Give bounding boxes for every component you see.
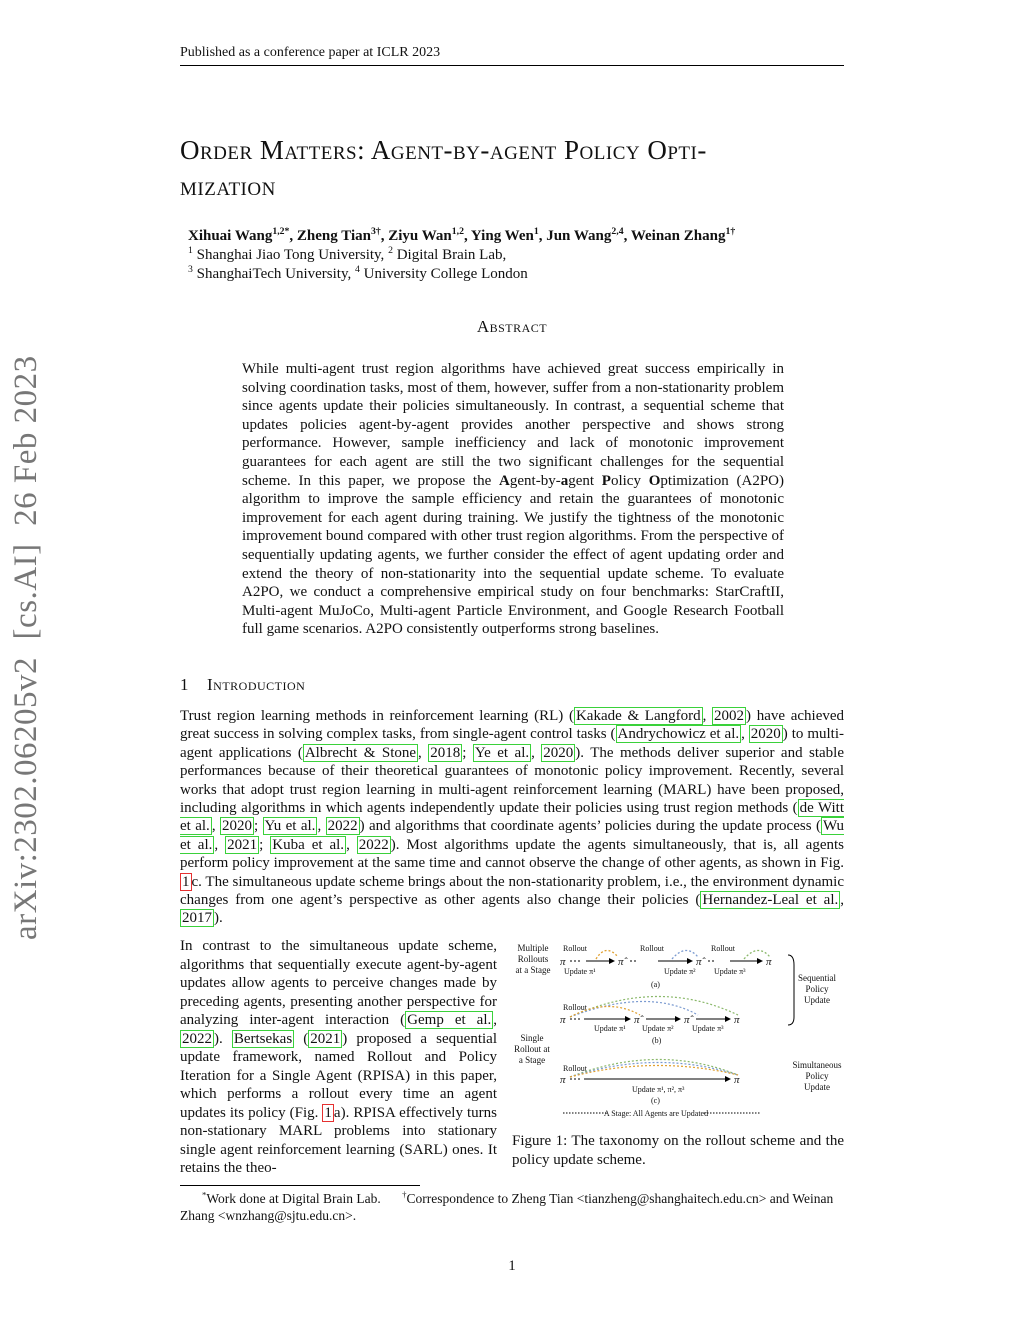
citation-link[interactable]: 2022 (358, 836, 389, 853)
citation-link[interactable]: Yu et al. (264, 818, 316, 835)
update-label: Update π¹ (594, 1024, 626, 1033)
footnote-text: Correspondence to Zheng Tian <tianzheng@shanghaitech.edu.cn> and Weinan Zhang <wnzhang@sjtu.edu.cn>. (180, 1191, 834, 1223)
citation-link[interactable]: 2002 (714, 708, 745, 724)
title-line-2: mization (180, 171, 276, 201)
paper-title (180, 132, 860, 204)
citation-link[interactable]: 2022 (327, 818, 358, 835)
affil-sup: 1 (188, 245, 193, 256)
intro-paragraph-1: Trust region learning methods in reinforcement learning (RL) ( Kakade & Langford , 2002 ) have achieved great success in solving complex tasks, from single-agent control tasks ( Andrychowicz et al. , 2020 ) to multi-agent applications ( Albrecht & Stone , 2018 ; Ye et al. , 2020 ). The methods deliver superior and stable performances because of their theoretical guarantees of monotonic policy improvement. Recently, several works that adopt trust region learning in multi-agent reinforcement learning (MARL) have been proposed, including algorithms in which agents independently update their policies using trust region methods ( de Witt et al. , 2020 ; Yu et al. , 2022 ) and algorithms that coordinate agents’ policies during the update process ( Wu et al. , 2021 ; Kuba et al. , 2022 ). Most algorithms update the agents simultaneously, that is, all agents perform policy improvement at the same time and cannot observe the change of other agents, as shown in Fig. 1 c. The simultaneous update scheme brings about the non-stationarity problem, i.e., the environment dynamic changes from one agent’s perspective as other agents also change their policies ( Hernandez-Leal et al. , 2017 ). (180, 708, 845, 927)
citation-link[interactable]: 2021 (310, 1030, 341, 1047)
title-line-1: Order Matters: Agent-by-agent Policy Opti- (180, 135, 707, 165)
pi-hat-symbol: π̂ (696, 956, 702, 968)
update-label: Update π² (642, 1024, 674, 1033)
update-label: Update π¹, π², π³ (632, 1085, 685, 1094)
citation-link[interactable]: 2020 (750, 726, 781, 743)
rollout-label: Rollout (563, 944, 588, 953)
body-text: ). (214, 910, 223, 927)
footnote-mark: † (402, 1189, 407, 1200)
panel-label-c: (c) (651, 1096, 660, 1105)
author-name: Ying Wen (470, 228, 534, 244)
citation-link[interactable]: 2021 (227, 836, 258, 853)
running-header: Published as a conference paper at ICLR 2023 (180, 45, 441, 60)
citation-link[interactable]: 2020 (543, 744, 574, 761)
citation-link[interactable]: Andrychowicz et al. (617, 726, 740, 743)
citation-link[interactable]: Bertsekas (233, 1030, 293, 1047)
affiliation: Digital Brain Lab, (396, 247, 507, 263)
abstract-bold: P (601, 472, 611, 489)
figure-1 (508, 937, 848, 1122)
section-number: 1 (180, 675, 189, 694)
panel-label-b: (b) (652, 1036, 662, 1045)
abstract-heading: Abstract (476, 317, 548, 336)
abstract-text: ptimization (A2PO) algorithm to improve the sample efficiency and retain the guarantees of monotonic improvement for each agent during training. We justify the tightness of the monotonic improvement bound compared with other trust region algorithms. From the perspective of sequentially updating agents, we further consider the effect of agent updating order and extend the theory of non-stationarity into the sequential update scheme. To evaluate A2PO, we conduct a comprehensive empirical study on four benchmarks: StarCraftII, Multi-agent MuJoCo, Multi-agent Particle Environment, and Google Research Football full game scenarios. A2PO consistently outperforms strong baselines. (242, 472, 784, 638)
body-text: c. The simultaneous update scheme brings about the non-stationarity problem, i.e., the environment dynamic changes from one agent’s perspective as other agents also change their policies ( (180, 873, 844, 909)
brace (788, 955, 794, 1025)
label-sequential-3: Update (804, 995, 830, 1005)
intro-paragraph-2: In contrast to the simultaneous update scheme, algorithms that sequentially execute agent-by-agent updates allow agents to perceive changes made by preceding agents, presenting another perspective for analyzing inter-agent interaction ( Gemp et al. , 2022 ). Bertsekas ( 2021 ) proposed a sequential update framework, named Rollout and Policy Iteration for a Single Agent (RPISA) in this paper, which performs a rollout every time an agent updates its policy (Fig. 1 a). RPISA effectively turns non-stationary MARL problems into stationary single agent reinforcement learning (SARL) ones. It retains the theo- (180, 938, 497, 1176)
citation-link[interactable]: Wu et al. (180, 818, 845, 853)
label-single-rollout-3: a Stage (518, 1055, 546, 1065)
label-multiple-rollouts-3: at a Stage (515, 965, 551, 975)
body-text: Trust region learning methods in reinforcement learning (RL) ( (180, 708, 574, 724)
body-text: proposed a sequential update framework, named Rollout and Policy Iteration for a Single Agent (RPISA) in this paper, which performs a rollout every time an agent updates its policy (Fig. (180, 1030, 497, 1121)
abstract-bold: a (560, 472, 569, 489)
pi-symbol: π (560, 956, 566, 968)
update-label: Update π³ (714, 967, 746, 976)
label-multiple-rollouts-2: Rollouts (517, 954, 549, 964)
author-sup: 1,2 (451, 226, 464, 237)
pi-symbol: π (560, 1014, 566, 1026)
citation-link[interactable]: Albrecht & Stone (304, 744, 417, 761)
figure-caption: Figure 1: The taxonomy on the rollout scheme and the policy update scheme. (512, 1133, 844, 1168)
taxonomy-diagram (508, 937, 848, 1122)
author-name: Jun Wang (546, 228, 612, 244)
footnote-text: Work done at Digital Brain Lab. (206, 1191, 381, 1206)
body-text: ) and algorithms that coordinate agents’ policies during the update process ( (359, 818, 821, 835)
label-simultaneous-3: Update (804, 1082, 830, 1092)
section-heading (180, 675, 305, 695)
page-number: 1 (508, 1258, 516, 1274)
body-text: ). Most algorithms update the agents simultaneously, that is, all agents perform policy improvement at the same time and cannot observe the change of other agents, as shown in Fig. (180, 836, 844, 872)
label-simultaneous-2: Policy (805, 1071, 829, 1081)
citation-link[interactable]: 2022 (182, 1030, 212, 1047)
affiliation: ShanghaiTech University, (196, 266, 352, 282)
header-rule (180, 65, 844, 66)
pi-symbol: π (734, 1074, 740, 1086)
author-sup: 2,4 (611, 226, 624, 237)
citation-link[interactable]: Hernandez-Leal et al. (702, 892, 839, 909)
body-text: ). (214, 1030, 232, 1047)
pi-symbol: π (766, 956, 772, 968)
panel-label-a: (a) (651, 980, 660, 989)
label-sequential-2: Policy (805, 984, 829, 994)
figure-ref-link[interactable]: 1 (182, 873, 190, 890)
label-simultaneous: Simultaneous (792, 1060, 842, 1070)
label-single-rollout: Single (520, 1033, 544, 1043)
citation-link[interactable]: 2018 (430, 744, 461, 761)
body-text: ) have achieved great success in solving complex tasks, from single-agent control tasks ( (180, 708, 845, 743)
rollout-label: Rollout (711, 944, 736, 953)
abstract-body (242, 360, 784, 639)
pi-hat-symbol: π̂ (634, 1014, 640, 1026)
label-multiple-rollouts: Multiple (517, 943, 549, 953)
pi-symbol: π (734, 1014, 740, 1026)
update-label: Update π³ (692, 1024, 724, 1033)
author-sup: 1,2* (272, 226, 290, 237)
footnotes (180, 1190, 844, 1224)
author-list: Xihuai Wang$^{1,2*}$, Zheng Tian$^{3\dagger}$, Ziyu Wan$^{1,2}$, Ying Wen$^1$, Jun Wang$^{2,4}$, Weinan Zhang$^{1\dagger}$ (188, 226, 736, 244)
body-text: a). RPISA effectively turns non-stationary MARL problems into stationary single agent reinforcement learning (SARL) ones. It retains the theo- (180, 1104, 497, 1176)
section-title: Introduction (207, 675, 306, 694)
citation-link[interactable]: Kakade & Langford (575, 708, 701, 724)
footnote-mark: * (202, 1189, 207, 1200)
citation-link[interactable]: 2017 (182, 910, 212, 927)
rollout-arrow-blue (672, 950, 698, 959)
pi-hat-symbol: π̂ (618, 956, 624, 968)
author-sup: 3† (371, 226, 381, 237)
author-name: Zheng Tian (296, 228, 371, 244)
rollout-label: Rollout (640, 944, 665, 953)
citation-link[interactable]: Kuba et al. (272, 836, 345, 853)
abstract-bold: O (648, 472, 661, 489)
label-single-rollout-2: Rollout at (514, 1044, 550, 1054)
affil-sup: 2 (388, 245, 393, 256)
citation-link[interactable]: Gemp et al. (407, 1012, 492, 1028)
body-text: ). The methods deliver superior and stable performances because of their theoretical guarantees of monotonic policy improvement. Recently, several works that adopt trust region learning in multi-agent reinforcement learning (MARL) have been proposed, including algorithms in which agents independently update their policies using trust region methods ( (180, 744, 844, 817)
update-label: Update π¹ (564, 967, 596, 976)
figure-ref-link[interactable]: 1 (324, 1104, 332, 1121)
abstract-text: gent-by- (509, 472, 561, 489)
abstract-text: While multi-agent trust region algorithms have achieved great success empirically in solving coordination tasks, most of them, however, suffer from a non-stationarity problem since agents update their policies simultaneously. In contrast, a sequential scheme that updates policies agent-by-agent provides another perspective and shows strong performance. However, sample inefficiency and lack of monotonic improvement guarantees for each agent are still the two significant challenges for the sequential scheme. In this paper, we propose the (242, 361, 784, 489)
rollout-arrow-green (570, 996, 738, 1017)
citation-link[interactable]: de Witt et al. (180, 800, 844, 835)
stage-label: A Stage: All Agents are Updated (603, 1109, 709, 1118)
rollout-label: Rollout (563, 1003, 588, 1012)
author-name: Xihuai Wang (188, 228, 273, 244)
affil-sup: 3 (188, 264, 193, 275)
body-text: In contrast to the simultaneous update scheme, algorithms that sequentially execute agent-by-agent updates allow agents to perceive changes made by preceding agents, presenting another perspective for analyzing inter-agent interaction ( (180, 938, 497, 1028)
affiliation-line-2 (188, 266, 528, 283)
citation-link[interactable]: Ye et al. (474, 744, 530, 761)
affiliation: Shanghai Jiao Tong University, (196, 247, 385, 263)
affil-sup: 4 (354, 264, 360, 275)
author-sup: 1 (533, 226, 539, 237)
update-label: Update π² (664, 967, 696, 976)
pi-symbol: π (560, 1074, 566, 1086)
affiliation-line-1 (188, 247, 506, 264)
citation-link[interactable]: 2020 (221, 818, 252, 835)
abstract-text: gent (568, 472, 602, 489)
abstract-bold: A (499, 472, 510, 489)
author-name: Ziyu Wan (388, 228, 452, 244)
author-name: Weinan Zhang (630, 228, 726, 244)
body-text: ) to multi-agent applications ( (180, 726, 844, 761)
affiliation: University College London (363, 266, 528, 282)
arxiv-sidebar: arXiv:2302.06205v2 [cs.AI] 26 Feb 2023 (8, 355, 44, 940)
label-sequential: Sequential (798, 973, 836, 983)
footnote-rule (180, 1185, 420, 1186)
pi-hat-symbol: π̂ (684, 1014, 690, 1026)
abstract-text: olicy (610, 472, 649, 489)
rollout-label: Rollout (563, 1064, 588, 1073)
author-sup: 1† (725, 226, 736, 237)
rollout-arrow-orange (596, 950, 618, 959)
